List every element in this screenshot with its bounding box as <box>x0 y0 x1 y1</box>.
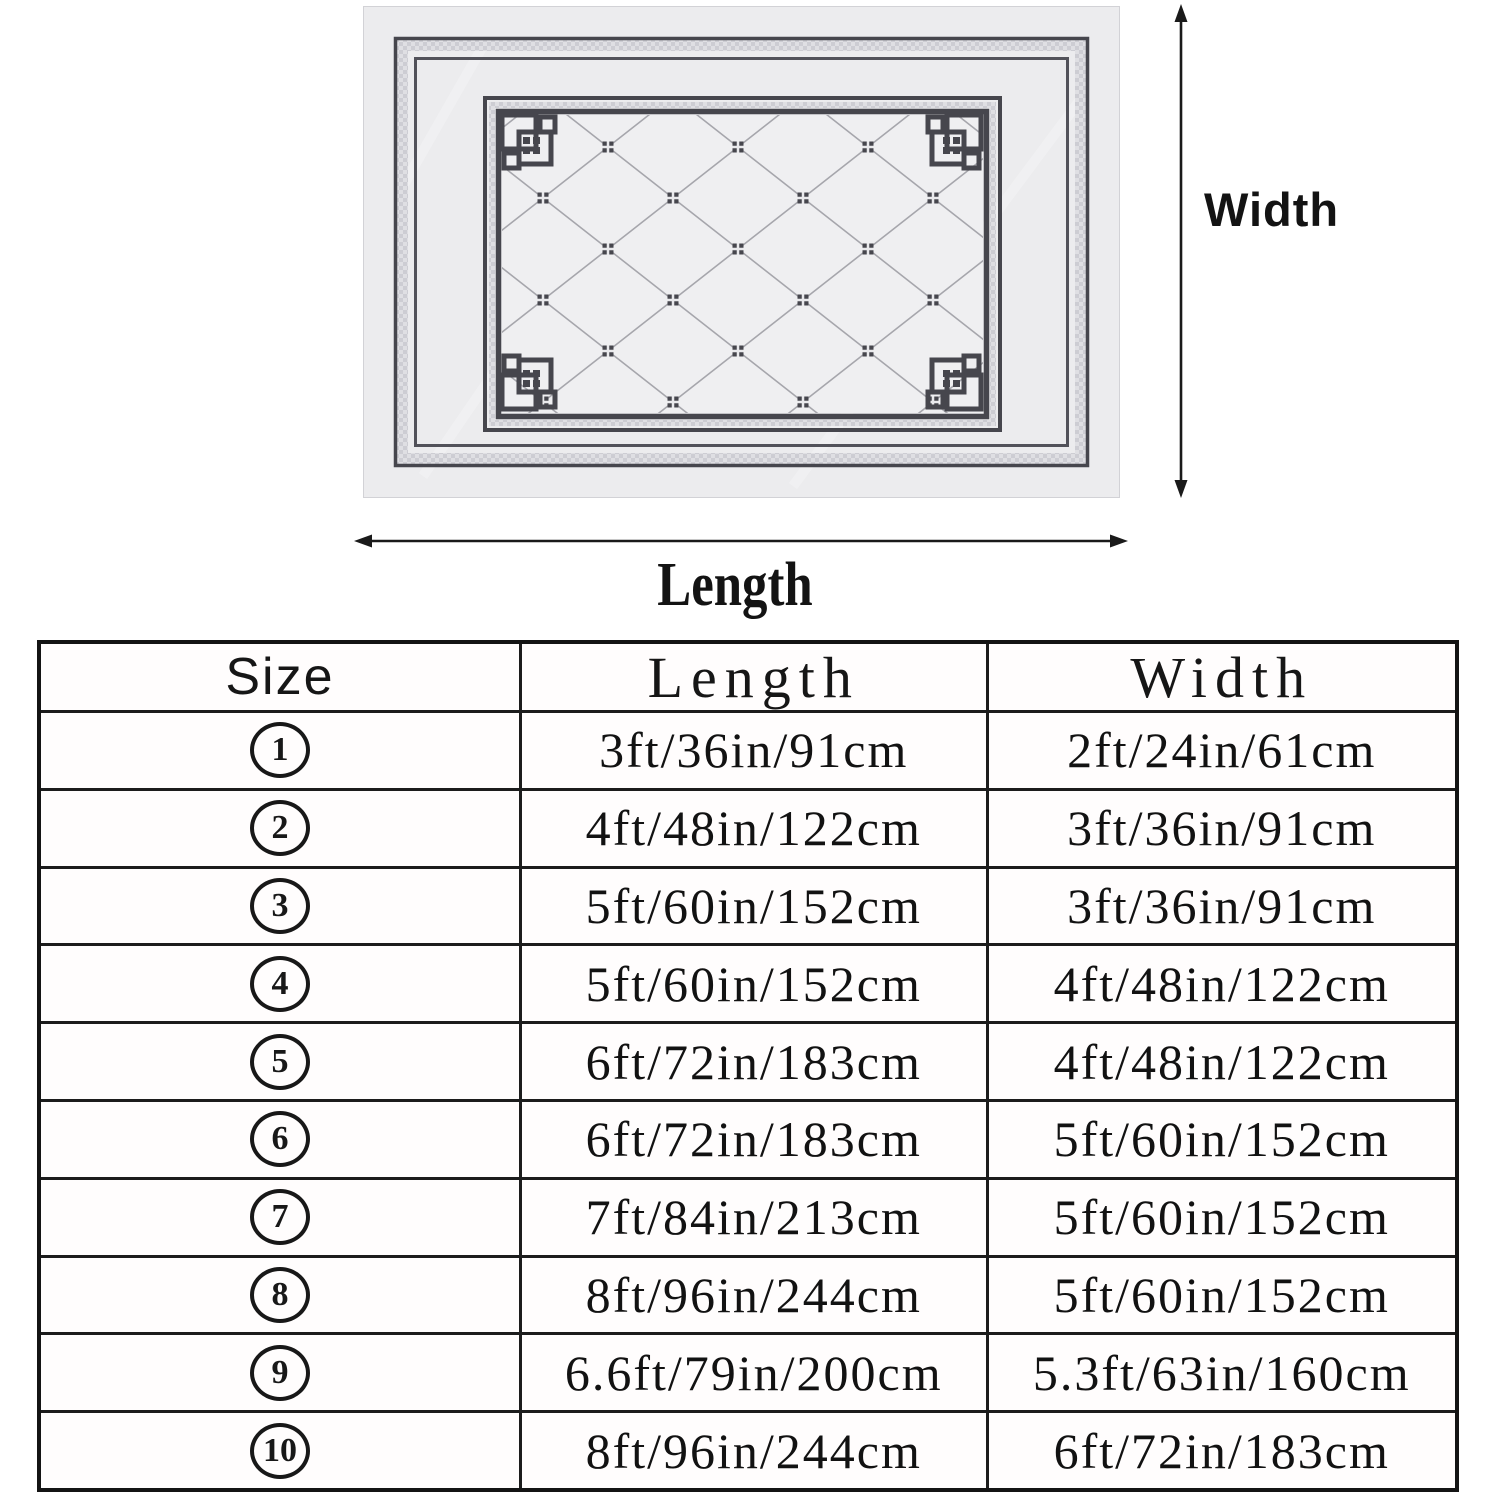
table-row-9-width: 5.3ft/63in/160cm <box>986 1332 1455 1410</box>
size-badge-10: 10 <box>250 1423 310 1479</box>
table-row-5-length: 6ft/72in/183cm <box>519 1021 986 1099</box>
table-row-7-length: 7ft/84in/213cm <box>519 1177 986 1255</box>
table-row-2-width: 3ft/36in/91cm <box>986 788 1455 866</box>
table-row-10-size <box>41 1410 519 1488</box>
table-row-5-size <box>41 1021 519 1099</box>
header-width-label: Width <box>1130 644 1314 710</box>
size-badge-5: 5 <box>250 1034 310 1090</box>
table-row-2-size <box>41 788 519 866</box>
table-row-9-size <box>41 1332 519 1410</box>
table-row-1-width: 2ft/24in/61cm <box>986 710 1455 788</box>
table-row-8-length: 8ft/96in/244cm <box>519 1255 986 1333</box>
table-row-10-width: 6ft/72in/183cm <box>986 1410 1455 1488</box>
size-badge-6: 6 <box>250 1111 310 1167</box>
table-row-9-length: 6.6ft/79in/200cm <box>519 1332 986 1410</box>
table-row-7-size <box>41 1177 519 1255</box>
size-badge-4: 4 <box>250 956 310 1012</box>
rug-illustration <box>363 6 1120 498</box>
table-row-3-width: 3ft/36in/91cm <box>986 866 1455 944</box>
size-table <box>37 640 1459 1492</box>
header-width <box>986 644 1455 710</box>
table-row-7-width: 5ft/60in/152cm <box>986 1177 1455 1255</box>
table-row-4-size <box>41 943 519 1021</box>
size-badge-1: 1 <box>250 722 310 778</box>
header-length-label: Length <box>647 644 860 710</box>
table-row-10-length: 8ft/96in/244cm <box>519 1410 986 1488</box>
width-label: Width <box>1204 183 1340 236</box>
size-badge-8: 8 <box>250 1267 310 1323</box>
table-row-1-size <box>41 710 519 788</box>
width-dimension-arrow <box>1168 2 1194 500</box>
table-row-8-size <box>41 1255 519 1333</box>
table-row-3-size <box>41 866 519 944</box>
table-row-8-width: 5ft/60in/152cm <box>986 1255 1455 1333</box>
header-size-label: Size <box>225 648 335 706</box>
header-size <box>41 644 519 710</box>
size-badge-2: 2 <box>250 800 310 856</box>
table-row-1-length: 3ft/36in/91cm <box>519 710 986 788</box>
length-label: Length <box>657 551 813 619</box>
size-badge-9: 9 <box>250 1345 310 1401</box>
table-row-4-width: 4ft/48in/122cm <box>986 943 1455 1021</box>
table-row-4-length: 5ft/60in/152cm <box>519 943 986 1021</box>
size-badge-3: 3 <box>250 878 310 934</box>
table-row-2-length: 4ft/48in/122cm <box>519 788 986 866</box>
table-row-6-width: 5ft/60in/152cm <box>986 1099 1455 1177</box>
table-row-3-length: 5ft/60in/152cm <box>519 866 986 944</box>
header-length <box>519 644 986 710</box>
table-row-5-width: 4ft/48in/122cm <box>986 1021 1455 1099</box>
table-row-6-length: 6ft/72in/183cm <box>519 1099 986 1177</box>
size-table-grid <box>41 644 1455 1488</box>
table-row-6-size <box>41 1099 519 1177</box>
size-badge-7: 7 <box>250 1189 310 1245</box>
